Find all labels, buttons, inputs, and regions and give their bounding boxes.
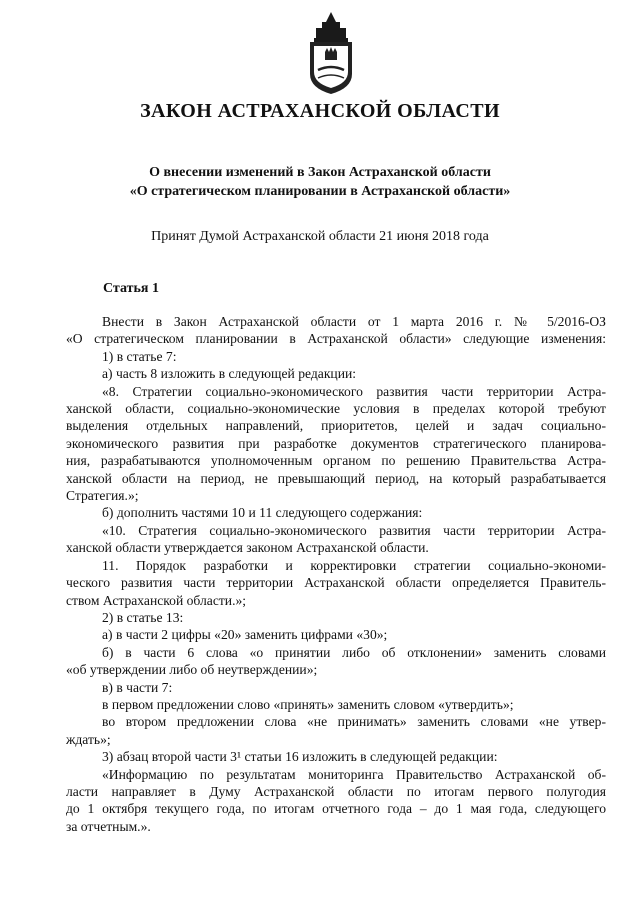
text-line: экономического развития при разработке документов стратегического планирова- <box>66 435 606 451</box>
text-line: 1) в статье 7: <box>102 348 177 364</box>
text-line: в первом предложении слово «принять» заменить словом «утвердить»; <box>102 696 514 712</box>
text-line: 3) абзац второй части 3¹ статьи 16 изложить в следующей редакции: <box>102 749 498 765</box>
article-heading: Статья 1 <box>103 281 159 296</box>
article-body <box>66 313 606 835</box>
text-line: 11. Порядок разработки и корректировки стратегии социально-экономи- <box>102 557 606 573</box>
document-title: ЗАКОН АСТРАХАНСКОЙ ОБЛАСТИ <box>140 100 500 122</box>
text-line: «10. Стратегия социально-экономического развития части территории Астра- <box>102 522 606 538</box>
text-line: Стратегия.»; <box>66 488 139 504</box>
text-line: выделения отдельных направлений, приоритетов, целей и задач социально- <box>66 418 606 434</box>
text-line: ханской области, социально-экономические условия в пределах которой требуют <box>66 401 606 417</box>
text-line: ческого развития части территории Астраханской области определяется Правитель- <box>66 575 606 591</box>
text-line: ханской области на период, не превышающий период, на который разрабатывается <box>66 470 606 486</box>
adoption-statement: Принят Думой Астраханской области 21 июня 2018 года <box>151 229 489 244</box>
text-line: за отчетным.». <box>66 818 151 834</box>
text-line: а) часть 8 изложить в следующей редакции: <box>102 366 357 382</box>
text-line: б) в части 6 слова «о принятии либо об отклонении» заменить словами <box>102 644 606 660</box>
document-subtitle <box>0 163 640 201</box>
text-line: до 1 октября текущего года, по итогам отчетного года – до 1 мая года, следующего <box>66 801 606 817</box>
text-line: ждать»; <box>66 731 111 747</box>
text-line: «О стратегическом планировании в Астраханской области» следующие изменения: <box>66 331 606 347</box>
text-line: 2) в статье 13: <box>102 609 184 625</box>
text-line: ством Астраханской области.»; <box>66 592 247 608</box>
subtitle-line-2: «О стратегическом планировании в Астраханской области» <box>129 184 511 199</box>
text-line: «Информацию по результатам мониторинга Правительство Астраханской об- <box>102 766 606 782</box>
text-line: б) дополнить частями 10 и 11 следующего содержания: <box>102 505 423 521</box>
text-line: ласти направляет в Думу Астраханской области по итогам первого полугодия <box>66 783 606 799</box>
text-line: а) в части 2 цифры «20» заменить цифрами «30»; <box>102 627 388 643</box>
text-line: в) в части 7: <box>102 679 173 695</box>
subtitle-line-1: О внесении изменений в Закон Астраханской области <box>149 165 491 180</box>
text-line: Внести в Закон Астраханской области от 1 марта 2016 г. № 5/2016-ОЗ <box>102 314 606 329</box>
text-line: «об утверждении либо об неутверждении»; <box>66 662 318 678</box>
astrakhan-coat-of-arms-icon <box>296 12 366 96</box>
text-line: ния, разрабатываются уполномоченным органом по решению Правительства Астра- <box>66 453 606 469</box>
text-line: ханской области утверждается законом Астраханской области. <box>66 540 429 556</box>
text-line: во втором предложении слова «не принимать» заменить словами «не утвер- <box>102 714 606 730</box>
text-line: «8. Стратегии социально-экономического развития части территории Астра- <box>102 383 606 399</box>
